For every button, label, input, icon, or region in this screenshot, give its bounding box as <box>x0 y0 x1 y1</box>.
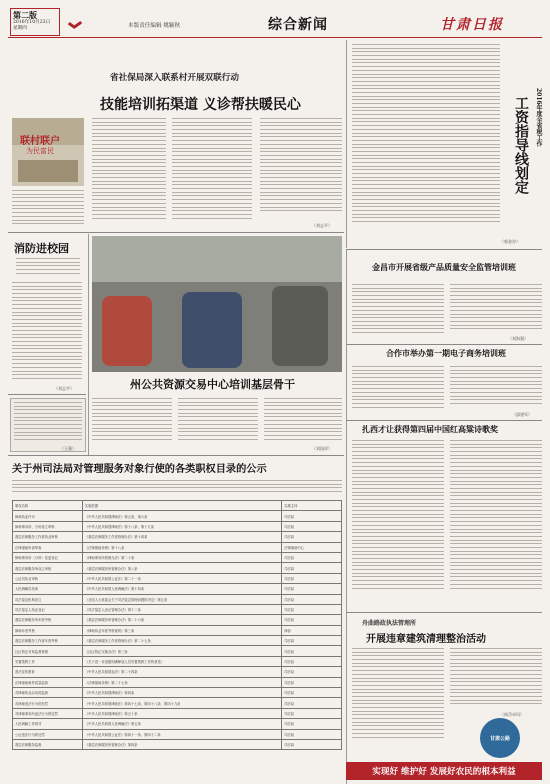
notice-cell: 《基层法律服务所管理办法》第二十六条 <box>82 615 281 625</box>
notice-header-col2: 实施依据 <box>82 501 281 511</box>
notice-intro <box>12 480 342 500</box>
notice-row <box>13 739 342 749</box>
jinchang-title: 金昌市开展省级产品质量安全监管培训班 <box>372 262 516 272</box>
notice-cell: 司法局 <box>282 688 342 698</box>
notice-cell: 《中华人民共和国公证法》第二十一条 <box>82 573 281 583</box>
notice-row <box>13 594 342 604</box>
notice-cell: 司法局 <box>282 698 342 708</box>
notice-cell: 司法局 <box>282 656 342 666</box>
notice-row <box>13 636 342 646</box>
work-kicker: 2016年度全省税工作 <box>535 88 542 147</box>
notice-cell: 《关于进一步加强刑满释放人员安置帮教工作的意见》 <box>82 656 281 666</box>
notice-cell: 社区矫正对象监督管理 <box>13 646 83 656</box>
ad-banner <box>346 762 542 780</box>
notice-row <box>13 615 342 625</box>
rule-cooperative <box>346 420 542 421</box>
notice-row <box>13 542 342 552</box>
notice-cell: 司法局 <box>282 563 342 573</box>
poverty-byline: （刘志平） <box>312 223 332 228</box>
notice-cell: 《基层法律服务工作者管理办法》第十四条 <box>82 532 281 542</box>
center-photo <box>92 236 342 372</box>
notice-cell: 司法鉴定人执业登记 <box>13 604 83 614</box>
ad-logo-text: 甘肃公路 <box>489 735 510 742</box>
notice-cell: 司法局 <box>282 667 342 677</box>
notice-cell: 司法局 <box>282 573 342 583</box>
photo-sign-small: 为民富民 <box>26 147 54 155</box>
pension-col1 <box>352 440 444 606</box>
notice-cell: 司法局 <box>282 584 342 594</box>
road-col2 <box>450 648 542 712</box>
notice-table-wrap <box>12 500 342 776</box>
road-kicker: 舟曲路政执法管理所 <box>362 620 417 627</box>
ad-slogan: 实现好 维护好 发展好农民的根本利益 <box>372 767 516 777</box>
notice-cell: 法律援助申请审查 <box>13 542 83 552</box>
notice-cell: 司法局 <box>282 604 342 614</box>
notice-cell: 《中华人民共和国律师法》第四十七条、第四十八条、第四十九条 <box>82 698 281 708</box>
public-title: 州公共资源交易中心培训基层骨干 <box>130 378 295 391</box>
rule-poverty-bottom <box>8 232 344 233</box>
rule-jinchang <box>346 344 542 345</box>
notice-row <box>13 698 342 708</box>
notice-cell: 律师年度考核 <box>13 625 83 635</box>
fire-intro <box>16 258 80 280</box>
notice-row <box>13 584 342 594</box>
notice-cell: 《中华人民共和国律师法》第五十条 <box>82 708 281 718</box>
poverty-kicker: 省社保局深入联系村开展双联行动 <box>110 73 239 83</box>
jinchang-byline: （刘海强） <box>508 336 528 341</box>
notice-cell: 《中华人民共和国人民调解法》第五条 <box>82 719 281 729</box>
notice-row <box>13 511 342 521</box>
notice-cell: 基层法律服务工作者执业审核 <box>13 532 83 542</box>
masthead: 甘肃日报 <box>440 17 504 33</box>
rule-public <box>8 455 344 456</box>
road-title: 开展违章建筑清理整治活动 <box>366 634 486 645</box>
work-col1 <box>352 44 500 240</box>
notice-cell: 司法局 <box>282 532 342 542</box>
notice-table <box>12 500 342 750</box>
notice-header-col1: 职权名称 <box>13 501 83 511</box>
notice-row <box>13 646 342 656</box>
notice-cell: 对律师违法行为的处罚 <box>13 698 83 708</box>
pension-title: 扎西才让获得第四届中国红高粱诗歌奖 <box>362 424 498 434</box>
notice-row <box>13 521 342 531</box>
notice-cell: 《全国人大常委会关于司法鉴定管理问题的决定》第五条 <box>82 594 281 604</box>
notice-cell: 法律援助案件质量监督 <box>13 677 83 687</box>
notice-row <box>13 552 342 562</box>
notice-cell: 人民调解工作指导 <box>13 719 83 729</box>
notice-cell: 司法鉴定机构设立 <box>13 594 83 604</box>
poverty-photo <box>12 118 84 186</box>
pension-col2 <box>450 440 542 606</box>
fire-body <box>12 282 82 388</box>
vrule-notice <box>346 250 347 784</box>
notice-cell: 司法局 <box>282 511 342 521</box>
red-ribbon <box>60 20 420 30</box>
cooperative-byline: （邵建军） <box>512 412 532 417</box>
public-col3 <box>264 398 342 446</box>
poverty-title: 技能培训拓渠道 义诊帮扶暖民心 <box>100 97 301 113</box>
public-col2 <box>178 398 258 446</box>
notice-cell: 普法宣传教育 <box>13 667 83 677</box>
notice-row <box>13 677 342 687</box>
editor-line: 本版责任编辑 姚颖秋 <box>128 23 181 29</box>
rule-right-top <box>346 249 542 250</box>
edition-number: 第二版 <box>13 10 37 20</box>
public-byline: （刘国祥） <box>312 446 332 451</box>
notice-cell: 司法局 <box>282 615 342 625</box>
notice-cell: 司法局 <box>282 552 342 562</box>
notice-cell: 对律师事务所违法行为的处罚 <box>13 708 83 718</box>
notice-cell: 《社区矫正实施办法》第三条 <box>82 646 281 656</box>
notice-cell: 对律师执业活动的监督 <box>13 688 83 698</box>
notice-cell: 《基层法律服务工作者管理办法》第二十七条 <box>82 636 281 646</box>
brief-body <box>14 402 82 446</box>
poverty-col2 <box>92 118 166 230</box>
notice-row <box>13 625 342 635</box>
notice-header-col3: 实施主体 <box>282 501 342 511</box>
notice-cell: 司法局 <box>282 594 342 604</box>
notice-cell: 司法局 <box>282 729 342 739</box>
notice-cell: 司法局 <box>282 719 342 729</box>
notice-cell: 人民调解员培训 <box>13 584 83 594</box>
notice-cell: 司法局 <box>282 739 342 749</box>
notice-title: 关于州司法局对管理服务对象行使的各类职权目录的公示 <box>12 463 267 475</box>
work-byline: （郭金存） <box>500 239 520 244</box>
notice-cell: 《法律援助条例》第二十七条 <box>82 677 281 687</box>
notice-cell: 司法局 <box>282 708 342 718</box>
notice-cell: 律师事务所、分所设立审核 <box>13 521 83 531</box>
public-col1 <box>92 398 172 446</box>
poverty-col3 <box>172 118 252 230</box>
notice-cell: 律师执业许可 <box>13 511 83 521</box>
notice-cell: 《法律援助条例》第十八条 <box>82 542 281 552</box>
notice-cell: 《中华人民共和国人民调解法》第十四条 <box>82 584 281 594</box>
brief-byline: （王强） <box>60 446 76 451</box>
notice-cell: 《中华人民共和国宪法》第二十四条 <box>82 667 281 677</box>
notice-row <box>13 532 342 542</box>
notice-row <box>13 729 342 739</box>
jinchang-col1 <box>352 284 444 340</box>
poverty-col1 <box>12 190 84 230</box>
notice-cell: 《基层法律服务所管理办法》第八条 <box>82 563 281 573</box>
road-col1 <box>352 648 444 748</box>
photo-sign-big: 联村联户 <box>20 136 60 147</box>
notice-cell: 安置帮教工作 <box>13 656 83 666</box>
notice-cell: 基层法律服务监督 <box>13 739 83 749</box>
edition-block <box>10 8 60 36</box>
rule-pension <box>346 612 542 613</box>
notice-cell: 《中华人民共和国律师法》第五条、第六条 <box>82 511 281 521</box>
vrule-photo <box>88 234 89 456</box>
notice-cell: 基层法律服务所设立审核 <box>13 563 83 573</box>
notice-cell: 公证员执业审核 <box>13 573 83 583</box>
notice-cell: 《中华人民共和国公证法》第四十一条、第四十二条 <box>82 729 281 739</box>
poverty-col4 <box>260 118 342 222</box>
notice-row <box>13 667 342 677</box>
cooperative-title: 合作市举办第一期电子商务培训班 <box>386 348 506 358</box>
edition-weekday: 星期四 <box>13 26 27 31</box>
notice-cell: 律协 <box>282 625 342 635</box>
notice-row <box>13 656 342 666</box>
notice-cell: 《律师事务所管理办法》第二十条 <box>82 552 281 562</box>
notice-row <box>13 563 342 573</box>
notice-cell: 司法局 <box>282 677 342 687</box>
notice-cell: 《中华人民共和国律师法》第十八条、第十九条 <box>82 521 281 531</box>
notice-row <box>13 719 342 729</box>
cooperative-col2 <box>450 366 542 410</box>
notice-row <box>13 573 342 583</box>
notice-cell: 《司法鉴定人登记管理办法》第十二条 <box>82 604 281 614</box>
header-rule <box>8 37 542 38</box>
vrule-right-top <box>346 40 347 248</box>
notice-cell: 法律援助中心 <box>282 542 342 552</box>
notice-cell: 司法局 <box>282 646 342 656</box>
section-title: 综合新闻 <box>268 17 328 33</box>
cooperative-col1 <box>352 366 444 414</box>
notice-row <box>13 708 342 718</box>
notice-cell: 司法局 <box>282 521 342 531</box>
notice-cell: 基层法律服务所年度考核 <box>13 615 83 625</box>
jinchang-col2 <box>450 284 542 336</box>
work-title: 工资指导线划定 <box>513 96 529 194</box>
notice-cell: 《中华人民共和国律师法》第四条 <box>82 688 281 698</box>
fire-byline: （刘志平） <box>54 386 74 391</box>
notice-cell: 《基层法律服务所管理办法》第四条 <box>82 739 281 749</box>
fire-title: 消防进校园 <box>14 242 69 255</box>
notice-cell: 《律师执业年度考核规则》第三条 <box>82 625 281 635</box>
notice-cell: 司法局 <box>282 636 342 646</box>
ad-logo <box>480 718 520 758</box>
notice-cell: 律师事务所（分所）变更登记 <box>13 552 83 562</box>
notice-cell: 公证违法行为的处罚 <box>13 729 83 739</box>
notice-row <box>13 604 342 614</box>
rule-fire-bottom <box>8 394 86 395</box>
notice-cell: 基层法律服务工作者年度考核 <box>13 636 83 646</box>
road-byline: （周尕卓玛） <box>500 712 524 717</box>
edition-date: 2016年10月23日 <box>13 20 51 25</box>
notice-row <box>13 688 342 698</box>
